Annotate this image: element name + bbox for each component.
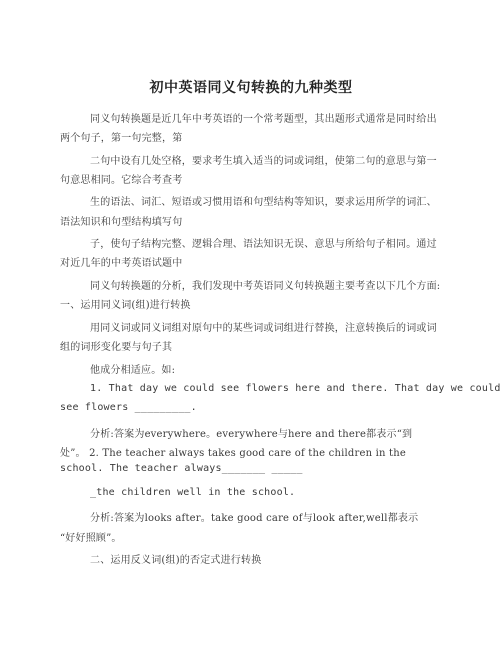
paragraph-line: 用同义词或同义词组对原句中的某些词或词组进行替换，注意转换后的词或词 [90,323,437,334]
section-heading: 一、运用同义词(组)进行转换 [60,300,191,311]
paragraph-line: 同义句转换题是近几年中考英语的一个常考题型，其出题形式通常是同时给出 [90,114,437,125]
analysis-line: 分析:答案为everywhere。everywhere与here and there都表示“到 [90,429,413,440]
paragraph-line: 语法知识和句型结构填写句 [60,217,183,228]
paragraph-line: 生的语法、词汇、短语或习惯用语和句型结构等知识，要求运用所学的词汇、 [90,197,437,208]
paragraph-line: 二句中设有几处空格，要求考生填入适当的词或词组，使第二句的意思与第一 [90,156,437,167]
paragraph-line: 对近几年的中考英语试题中 [60,258,183,269]
example-line: see flowers _________. [60,402,197,413]
analysis-line: 分析:答案为looks after。take good care of与look after,well都表示 [90,513,419,524]
analysis-line: “好好照顾”。 [60,533,122,544]
paragraph-line: 组的词形变化要与句子其 [60,342,173,353]
paragraph-line: 两个句子，第一句完整，第 [60,133,183,144]
example-line: school. The teacher always_______ _____ [60,463,303,474]
paragraph-line: 句意思相同。它综合考查考 [60,175,183,186]
paragraph-line: 子，使句子结构完整、逻辑合理、语法知识无误、意思与所给句子相同。通过 [90,239,437,250]
example-line: _the children well in the school. [90,487,296,498]
example-line: 处”。 2. The teacher always takes good care of the children in the [60,448,407,459]
document-title: 初中英语同义句转换的九种类型 [149,80,353,96]
paragraph-line: 他成分相适应。如: [90,365,176,376]
paragraph-line: 同义句转换题的分析，我们发现中考英语同义句转换题主要考查以下几个方面: [90,281,441,292]
section-heading: 二、运用反义词(组)的否定式进行转换 [90,555,262,566]
example-line: 1. That day we could see flowers here and there. That day we could [90,383,501,394]
